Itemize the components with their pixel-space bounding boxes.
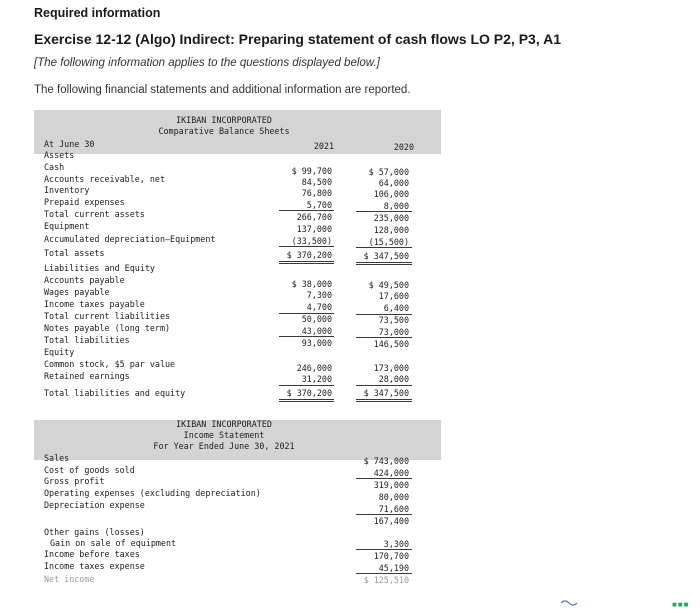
bs-label: Notes payable (long term) — [44, 323, 171, 333]
bs-label: Equipment — [44, 221, 90, 231]
is-value: 319,000 — [373, 480, 409, 490]
double-underline — [279, 399, 334, 402]
bs-value-2020: 73,000 — [378, 327, 409, 337]
is-value: 167,400 — [373, 516, 409, 526]
bs-value-2020: 6,400 — [383, 303, 409, 313]
is-label: Depreciation expense — [44, 500, 145, 510]
bs-value-2021: 246,000 — [296, 363, 332, 373]
bs-value-2020: $ 347,500 — [363, 388, 409, 398]
bs-label: Total assets — [44, 248, 105, 258]
is-value: 170,700 — [373, 551, 409, 561]
is-value: 71,600 — [378, 504, 409, 514]
bs-value-2020: 8,000 — [383, 201, 409, 211]
bs-date-label: At June 30 — [44, 139, 95, 149]
bs-title: Comparative Balance Sheets — [158, 126, 290, 136]
underline — [279, 336, 334, 337]
bs-value-2021: 31,200 — [301, 374, 332, 384]
required-information-heading: Required information — [34, 6, 161, 20]
bs-value-2021: 50,000 — [301, 314, 332, 324]
double-underline — [279, 261, 334, 264]
bs-value-2021: 7,300 — [306, 290, 332, 300]
bs-label: Liabilities and Equity — [44, 263, 155, 273]
is-value: 80,000 — [378, 492, 409, 502]
bs-label: Income taxes payable — [44, 299, 145, 309]
bs-value-2021: 84,500 — [301, 177, 332, 187]
underline — [279, 246, 334, 247]
is-value: 3,300 — [383, 539, 409, 549]
underline — [279, 210, 334, 211]
bs-value-2021: $ 99,700 — [291, 166, 332, 176]
underline — [356, 211, 412, 212]
instruction-note: [The following information applies to the questions displayed below.] — [34, 57, 380, 69]
bs-label: Total liabilities and equity — [44, 388, 186, 398]
bs-label: Accounts receivable, net — [44, 174, 166, 184]
underline — [356, 247, 412, 248]
bs-value-2020: $ 57,000 — [368, 167, 409, 177]
bs-value-2021: (33,500) — [291, 236, 332, 246]
bs-label: Equity — [44, 347, 75, 357]
bs-value-2020: 28,000 — [378, 374, 409, 384]
bs-label: Total current liabilities — [44, 311, 171, 321]
is-label: Income before taxes — [44, 549, 140, 559]
is-label: Sales — [44, 453, 70, 463]
page-curl-icon — [560, 598, 578, 608]
is-value: $ 125,510 — [363, 575, 409, 585]
is-label: Gross profit — [44, 476, 105, 486]
is-value: 424,000 — [373, 468, 409, 478]
bs-company-name: IKIBAN INCORPORATED — [176, 115, 272, 125]
bs-label: Accumulated depreciation—Equipment — [44, 234, 216, 244]
bs-label: Total liabilities — [44, 335, 130, 345]
bs-value-2021: 266,700 — [296, 212, 332, 222]
is-label: Income taxes expense — [44, 561, 145, 571]
bs-label: Wages payable — [44, 287, 110, 297]
underline — [279, 385, 334, 386]
bs-label: Total current assets — [44, 209, 145, 219]
bs-value-2020: (15,500) — [368, 237, 409, 247]
underline — [356, 549, 412, 550]
underline — [356, 573, 412, 574]
bs-value-2020: 64,000 — [378, 178, 409, 188]
bs-col-2021: 2021 — [313, 141, 334, 151]
bs-value-2020: $ 347,500 — [363, 251, 409, 261]
bs-label: Common stock, $5 par value — [44, 359, 176, 369]
is-value: $ 743,000 — [363, 456, 409, 466]
underline — [356, 478, 412, 479]
underline — [356, 337, 412, 338]
bs-value-2021: 5,700 — [306, 200, 332, 210]
intro-text: The following financial statements and additional information are reported. — [34, 84, 411, 96]
exercise-title: Exercise 12-12 (Algo) Indirect: Preparing statement of cash flows LO P2, P3, A1 — [34, 31, 561, 47]
is-company-name: IKIBAN INCORPORATED — [176, 419, 272, 429]
double-underline — [356, 399, 412, 402]
underline — [356, 514, 412, 515]
is-label: Operating expenses (excluding depreciation) — [44, 488, 261, 498]
bs-value-2020: 128,000 — [373, 225, 409, 235]
bs-value-2021: 76,800 — [301, 188, 332, 198]
bs-label: Accounts payable — [44, 275, 125, 285]
bs-value-2021: 4,700 — [306, 302, 332, 312]
double-underline — [356, 262, 412, 265]
bs-label: Assets — [44, 150, 75, 160]
is-value: 45,190 — [378, 563, 409, 573]
is-label: Net income — [44, 574, 95, 584]
bs-value-2020: 106,000 — [373, 189, 409, 199]
is-label: Gain on sale of equipment — [50, 538, 177, 548]
underline — [356, 385, 412, 386]
is-title: Income Statement — [183, 430, 265, 440]
bs-value-2021: $ 38,000 — [291, 279, 332, 289]
dots-icon: ■■■ — [672, 600, 690, 609]
bs-label: Cash — [44, 162, 65, 172]
bs-value-2020: 17,600 — [378, 291, 409, 301]
bs-value-2021: 43,000 — [301, 326, 332, 336]
bs-value-2021: $ 370,200 — [286, 388, 332, 398]
is-label: Other gains (losses) — [44, 527, 145, 537]
bs-value-2021: 93,000 — [301, 338, 332, 348]
is-period: For Year Ended June 30, 2021 — [153, 441, 295, 451]
bs-value-2021: $ 370,200 — [286, 250, 332, 260]
bs-value-2020: 173,000 — [373, 363, 409, 373]
bs-value-2020: 146,500 — [373, 339, 409, 349]
bs-value-2020: 73,500 — [378, 315, 409, 325]
bs-value-2020: 235,000 — [373, 213, 409, 223]
bs-value-2020: $ 49,500 — [368, 280, 409, 290]
bs-label: Prepaid expenses — [44, 197, 125, 207]
financial-statements-scan — [34, 110, 441, 590]
is-label: Cost of goods sold — [44, 465, 135, 475]
bs-col-2020: 2020 — [393, 142, 414, 152]
bs-label: Inventory — [44, 185, 90, 195]
bs-value-2021: 137,000 — [296, 224, 332, 234]
bs-label: Retained earnings — [44, 371, 130, 381]
